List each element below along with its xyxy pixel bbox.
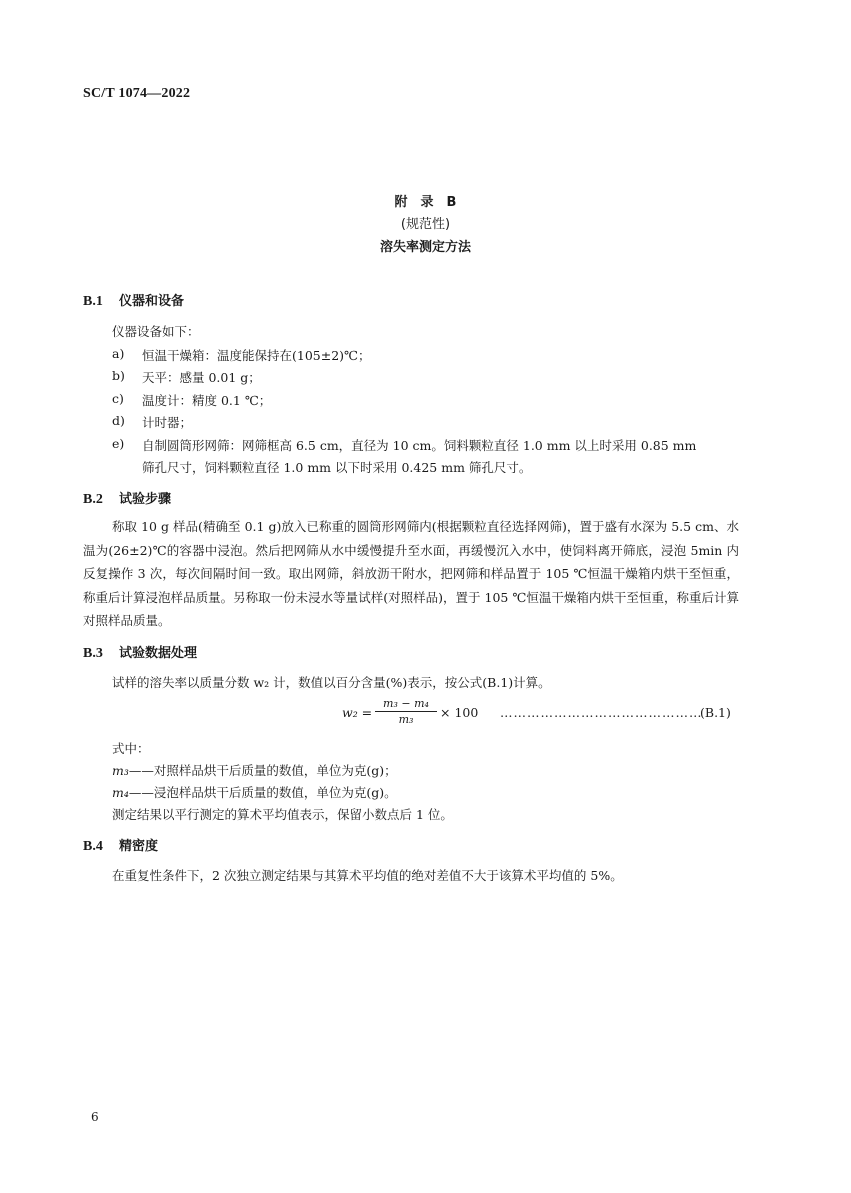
list-item-text: 天平：感量 0.01 g； — [142, 370, 261, 385]
section-b3-heading — [83, 642, 197, 662]
section-b1-heading — [83, 290, 184, 310]
fraction-bar — [375, 711, 437, 712]
page-number: 6 — [91, 1110, 99, 1124]
section-number: B.2 — [83, 492, 103, 507]
variable-symbol: m₃ — [112, 763, 129, 778]
list-item-text-continued: 筛孔尺寸，饲料颗粒直径 1.0 mm 以下时采用 0.425 mm 筛孔尺寸。 — [142, 460, 532, 475]
b1-intro: 仪器设备如下： — [112, 324, 200, 339]
formula-fraction — [375, 697, 437, 726]
section-title: 试验数据处理 — [119, 646, 198, 661]
list-item-text: 温度计：精度 0.1 ℃； — [142, 393, 272, 408]
list-item-letter: b) — [112, 368, 125, 383]
section-number: B.1 — [83, 294, 103, 309]
variable-description: ——浸泡样品烘干后质量的数值，单位为克(g)。 — [128, 785, 397, 800]
formula-numerator: m₃ − m₄ — [383, 697, 429, 710]
list-item-letter: a) — [112, 346, 125, 361]
b2-paragraph: 称取 10 g 样品(精确至 0.1 g)放入已称重的圆筒形网筛内(根据颗粒直径选择网筛)，置于盛有水深为 5.5 cm、水温为(26±2)℃的容器中浸泡。然后把网筛从水中缓慢提升至水面，再缓慢沉入水中，使饲料离开筛底，浸泡 5min 内反复操作 3 次，每次间隔时间一致。取出网筛，斜放沥干附水，把网筛和样品置于 105 ℃恒温干燥箱内烘干至恒重，称重后计算浸泡样品质量。另称取一份未浸水等量试样(对照样品)，置于 105 ℃恒温干燥箱内烘干至恒重，称重后计算对照样品质量。 — [83, 519, 739, 628]
section-title: 试验步骤 — [119, 492, 172, 507]
formula-leader-dots: ……………………………………… — [500, 705, 703, 720]
section-title: 仪器和设备 — [119, 294, 185, 309]
list-item-text: 计时器； — [142, 415, 193, 430]
list-item-letter: e) — [112, 436, 125, 451]
result-statement: 测定结果以平行测定的算术平均值表示，保留小数点后 1 位。 — [112, 807, 453, 822]
b4-text: 在重复性条件下，2 次独立测定结果与其算术平均值的绝对差值不大于该算术平均值的 5%。 — [112, 868, 623, 883]
list-item-text: 恒温干燥箱：温度能保持在(105±2)℃； — [142, 348, 371, 363]
variable-symbol: m₄ — [112, 785, 129, 800]
annex-title: 溶失率测定方法 — [379, 240, 471, 255]
where-label: 式中： — [112, 741, 150, 756]
variable-description: ——对照样品烘干后质量的数值，单位为克(g)； — [128, 763, 397, 778]
annex-type: (规范性) — [400, 217, 451, 232]
formula-number: (B.1) — [700, 705, 731, 720]
formula-lhs: w₂ = — [342, 705, 373, 720]
section-b2-heading — [83, 488, 171, 508]
section-title: 精密度 — [119, 839, 159, 854]
list-item-text: 自制圆筒形网筛：网筛框高 6.5 cm，直径为 10 cm。饲料颗粒直径 1.0 mm 以上时采用 0.85 mm — [142, 438, 697, 453]
standard-code: SC/T 1074—2022 — [83, 86, 191, 101]
formula-rhs: × 100 — [440, 705, 479, 720]
formula-b1 — [330, 697, 750, 737]
annex-label: 附 录 B — [394, 195, 457, 210]
list-item-letter: c) — [112, 391, 124, 406]
variable-definition — [112, 783, 397, 801]
formula-denominator: m₃ — [398, 713, 414, 726]
section-number: B.4 — [83, 839, 103, 854]
variable-definition — [112, 761, 397, 779]
section-b4-heading — [83, 835, 158, 855]
list-item-letter: d) — [112, 413, 125, 428]
section-number: B.3 — [83, 646, 103, 661]
b3-intro: 试样的溶失率以质量分数 w₂ 计，数值以百分含量(%)表示，按公式(B.1)计算。 — [112, 675, 551, 690]
